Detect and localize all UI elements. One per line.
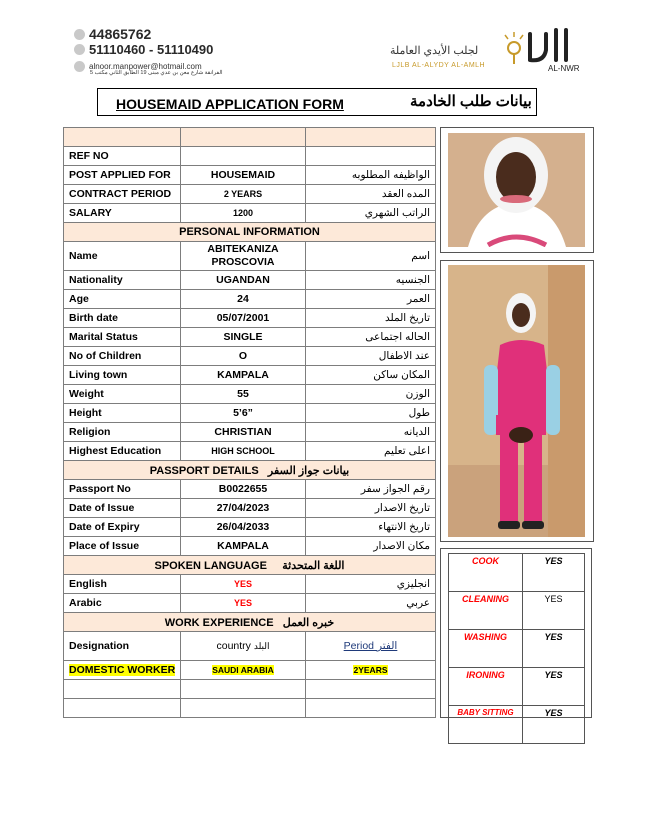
phone-secondary	[74, 42, 213, 57]
experience-header	[64, 613, 436, 632]
phone-icon	[74, 29, 85, 40]
skill-ironing-value: YES	[523, 668, 585, 706]
row-post	[64, 166, 436, 185]
birth-value: 05/07/2001	[181, 309, 306, 328]
english-label: English	[64, 575, 181, 594]
skill-row	[449, 592, 585, 630]
skill-cook-label: COOK	[449, 554, 523, 592]
nationality-label: Nationality	[64, 271, 181, 290]
skill-row	[449, 630, 585, 668]
passport-title-english: PASSPORT DETAILS	[149, 464, 259, 477]
designation-value-cell	[64, 661, 181, 680]
arabic-arabic: عربي	[306, 594, 436, 613]
designation-value: DOMESTIC WORKER	[69, 664, 176, 676]
row-english	[64, 575, 436, 594]
email-text: alnoor.manpower@hotmail.com	[89, 62, 202, 71]
children-value: O	[181, 347, 306, 366]
skill-baby-sitting-label: BABY SITTING	[449, 706, 523, 744]
english-arabic: انجليزي	[306, 575, 436, 594]
row-education	[64, 442, 436, 461]
weight-value: 55	[181, 385, 306, 404]
portrait-photo	[448, 133, 585, 247]
country-arabic: البلد	[253, 641, 270, 651]
post-value: HOUSEMAID	[181, 166, 306, 185]
phone-secondary-text: 51110460 - 51110490	[89, 42, 214, 57]
ref-no-value	[181, 147, 306, 166]
post-arabic: الواظيفه المطلوبه	[306, 166, 436, 185]
expiry-value: 26/04/2033	[181, 518, 306, 537]
row-marital	[64, 328, 436, 347]
contract-label: CONTRACT PERIOD	[64, 185, 181, 204]
row-experience-entry	[64, 661, 436, 680]
english-value: YES	[181, 575, 306, 594]
education-label: Highest Education	[64, 442, 181, 461]
age-arabic: العمر	[306, 290, 436, 309]
address: الفرانقة شارع معن بن عدي مبنى 19 الطابق الثاني مكتب 5	[90, 70, 223, 76]
religion-arabic: الديانه	[306, 423, 436, 442]
experience-title-arabic: خبره العمل	[282, 616, 335, 629]
name-last: PROSCOVIA	[211, 256, 275, 268]
name-arabic: اسم	[306, 242, 436, 271]
height-value: 5’6”	[181, 404, 306, 423]
education-value: HIGH SCHOOL	[181, 442, 306, 461]
phone-primary-text: 44865762	[89, 26, 152, 42]
row-experience-empty-1	[64, 680, 436, 699]
nationality-value: UGANDAN	[181, 271, 306, 290]
company-logo-icon	[500, 26, 580, 66]
row-children	[64, 347, 436, 366]
row-religion	[64, 423, 436, 442]
language-title	[64, 556, 436, 575]
language-title-arabic: اللغة المتحدثة	[282, 559, 345, 572]
skill-ironing-label: IRONING	[449, 668, 523, 706]
place-value: KAMPALA	[181, 537, 306, 556]
expiry-label: Date of Expiry	[64, 518, 181, 537]
application-table	[63, 127, 436, 718]
skill-row	[449, 668, 585, 706]
passport-title-arabic: بيانات جواز السفر	[267, 464, 350, 477]
logo-english-text: LJLB AL-ALYDY AL-AMLH	[392, 62, 486, 69]
mobile-icon	[74, 44, 85, 55]
children-arabic: عند الاطفال	[306, 347, 436, 366]
height-label: Height	[64, 404, 181, 423]
row-living	[64, 366, 436, 385]
row-place	[64, 537, 436, 556]
skill-cleaning-label: CLEANING	[449, 592, 523, 630]
row-issue	[64, 499, 436, 518]
row-weight	[64, 385, 436, 404]
salary-label: SALARY	[64, 204, 181, 223]
logo-arabic-text: لجلب الأيدي العاملة	[390, 45, 479, 57]
arabic-label: Arabic	[64, 594, 181, 613]
birth-label: Birth date	[64, 309, 181, 328]
weight-label: Weight	[64, 385, 181, 404]
skill-cleaning-value: YES	[523, 592, 585, 630]
religion-label: Religion	[64, 423, 181, 442]
passport-no-arabic: رقم الجواز سفر	[306, 480, 436, 499]
personal-info-title: PERSONAL INFORMATION	[64, 223, 436, 242]
marital-label: Marital Status	[64, 328, 181, 347]
salary-arabic: الراتب الشهري	[306, 204, 436, 223]
expiry-arabic: تاريخ الانتهاء	[306, 518, 436, 537]
skills-table	[448, 553, 585, 744]
arabic-value: YES	[181, 594, 306, 613]
logo-brand-text: AL-NWR	[548, 64, 580, 73]
row-ref-no	[64, 147, 436, 166]
ref-no-label: REF NO	[64, 147, 181, 166]
row-contract	[64, 185, 436, 204]
nationality-arabic: الجنسيه	[306, 271, 436, 290]
row-arabic	[64, 594, 436, 613]
language-title-english: SPOKEN LANGUAGE	[154, 559, 267, 572]
country-label: country	[216, 640, 251, 652]
period-value: 2YEARS	[353, 665, 388, 675]
name-label: Name	[64, 242, 181, 271]
skill-washing-label: WASHING	[449, 630, 523, 668]
contract-arabic: المده العقد	[306, 185, 436, 204]
experience-title-english: WORK EXPERIENCE	[164, 616, 274, 629]
issue-arabic: تاريخ الاصدار	[306, 499, 436, 518]
ref-no-arabic	[306, 147, 436, 166]
passport-title	[64, 461, 436, 480]
period-label: Period	[343, 640, 375, 652]
living-arabic: المكان ساكن	[306, 366, 436, 385]
country-value: SAUDI ARABIA	[212, 665, 274, 675]
age-label: Age	[64, 290, 181, 309]
skill-washing-value: YES	[523, 630, 585, 668]
table-top-row	[64, 128, 436, 147]
row-birth	[64, 309, 436, 328]
skill-row	[449, 706, 585, 744]
birth-arabic: تاريخ الملد	[306, 309, 436, 328]
experience-title	[64, 613, 436, 632]
issue-label: Date of Issue	[64, 499, 181, 518]
salary-value: 1200	[181, 204, 306, 223]
country-value-cell	[181, 661, 306, 680]
marital-value: SINGLE	[181, 328, 306, 347]
name-first: ABITEKANIZA	[207, 243, 279, 255]
living-label: Living town	[64, 366, 181, 385]
education-arabic: اعلى تعليم	[306, 442, 436, 461]
row-name	[64, 242, 436, 271]
row-passport-no	[64, 480, 436, 499]
row-expiry	[64, 518, 436, 537]
language-header	[64, 556, 436, 575]
skill-cook-value: YES	[523, 554, 585, 592]
row-height	[64, 404, 436, 423]
title-arabic: بيانات طلب الخادمة	[410, 93, 532, 110]
full-body-photo	[448, 265, 585, 537]
place-arabic: مكان الاصدار	[306, 537, 436, 556]
children-label: No of Children	[64, 347, 181, 366]
place-label: Place of Issue	[64, 537, 181, 556]
post-label: POST APPLIED FOR	[64, 166, 181, 185]
row-experience-columns	[64, 632, 436, 661]
row-experience-empty-2	[64, 699, 436, 718]
country-header	[181, 632, 306, 661]
religion-value: CHRISTIAN	[181, 423, 306, 442]
row-nationality	[64, 271, 436, 290]
age-value: 24	[181, 290, 306, 309]
period-arabic: الفتر	[376, 640, 398, 652]
marital-arabic: الحاله اجتماعى	[306, 328, 436, 347]
name-value	[181, 242, 306, 271]
height-arabic: طول	[306, 404, 436, 423]
skill-row	[449, 554, 585, 592]
skill-baby-sitting-value: YES	[523, 706, 585, 744]
title-english: HOUSEMAID APPLICATION FORM	[116, 96, 344, 112]
personal-info-header	[64, 223, 436, 242]
issue-value: 27/04/2023	[181, 499, 306, 518]
passport-no-value: B0022655	[181, 480, 306, 499]
phone-primary	[74, 26, 151, 42]
period-header	[306, 632, 436, 661]
period-value-cell	[306, 661, 436, 680]
weight-arabic: الوزن	[306, 385, 436, 404]
passport-header	[64, 461, 436, 480]
living-value: KAMPALA	[181, 366, 306, 385]
row-salary	[64, 204, 436, 223]
passport-no-label: Passport No	[64, 480, 181, 499]
contract-value: 2 YEARS	[181, 185, 306, 204]
designation-label: Designation	[64, 632, 181, 661]
email-icon	[74, 61, 85, 72]
row-age	[64, 290, 436, 309]
